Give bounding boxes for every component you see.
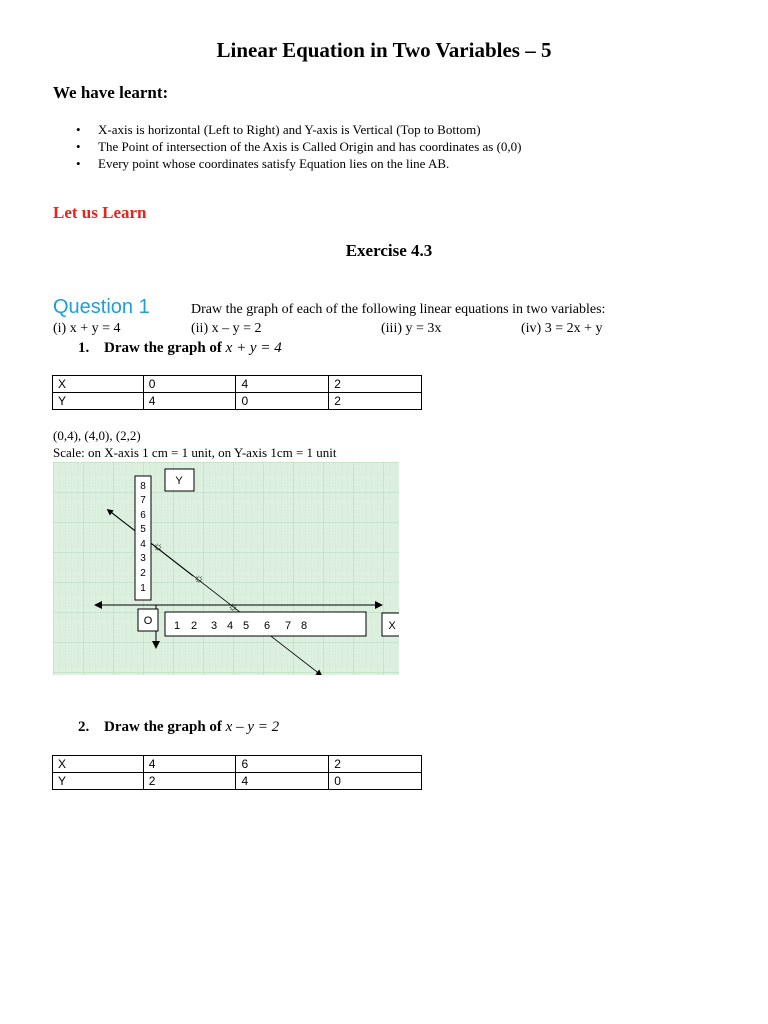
page-title: Linear Equation in Two Variables – 5 bbox=[216, 38, 552, 62]
y-tick-label: 6 bbox=[140, 510, 146, 521]
part2-text: Draw the graph of bbox=[104, 719, 222, 735]
table-cell: Y bbox=[53, 773, 144, 790]
table-cell: 0 bbox=[143, 376, 236, 393]
y-tick-label: 5 bbox=[140, 524, 146, 535]
table-cell: 2 bbox=[329, 393, 422, 410]
point-marker: ☼ bbox=[152, 539, 164, 553]
table-cell: Y bbox=[53, 393, 144, 410]
y-tick-label: 4 bbox=[140, 539, 146, 550]
part2-number: 2. bbox=[78, 719, 90, 735]
table-cell: 2 bbox=[329, 756, 422, 773]
y-tick-label: 7 bbox=[140, 495, 146, 506]
scale-text: Scale: on X-axis 1 cm = 1 unit, on Y-axis 1cm = 1 unit bbox=[53, 445, 337, 460]
y-tick-label: 3 bbox=[140, 553, 146, 564]
part2-equation: x – y = 2 bbox=[225, 719, 280, 735]
x-tick-label: 4 bbox=[226, 620, 234, 632]
x-tick-label: 2 bbox=[190, 620, 198, 632]
part1-heading bbox=[78, 340, 282, 357]
points-text: (0,4), (4,0), (2,2) bbox=[53, 428, 141, 443]
x-tick-label: 8 bbox=[300, 620, 308, 632]
table-cell: X bbox=[53, 756, 144, 773]
table-cell: 0 bbox=[329, 773, 422, 790]
table-cell: 4 bbox=[143, 756, 236, 773]
learnt-bullet-list bbox=[76, 121, 522, 172]
x-tick-label: 5 bbox=[242, 620, 250, 632]
table-cell: 4 bbox=[236, 376, 329, 393]
table-cell: 4 bbox=[236, 773, 329, 790]
point-marker: ☼ bbox=[193, 571, 205, 585]
x-tick-label: 6 bbox=[263, 620, 271, 632]
y-axis-label: Y bbox=[175, 475, 183, 487]
let-us-learn-heading: Let us Learn bbox=[53, 203, 147, 222]
learnt-heading: We have learnt: bbox=[53, 83, 169, 102]
part2-heading bbox=[78, 719, 279, 736]
graph-grid bbox=[53, 462, 399, 675]
origin-label: O bbox=[143, 615, 153, 627]
y-tick-label: 1 bbox=[140, 583, 146, 594]
x-tick-label: 3 bbox=[210, 620, 218, 632]
x-axis-label: X bbox=[388, 620, 396, 632]
bullet-item: • The Point of intersection of the Axis is Called Origin and has coordinates as (0,0) bbox=[76, 138, 522, 155]
equation-ii: (ii) x – y = 2 bbox=[191, 321, 262, 336]
table-row bbox=[53, 393, 422, 410]
equation-i: (i) x + y = 4 bbox=[53, 321, 121, 336]
table-cell: 6 bbox=[236, 756, 329, 773]
part1-text: Draw the graph of bbox=[104, 340, 222, 356]
table-part1 bbox=[52, 375, 422, 410]
point-marker: ☼ bbox=[227, 599, 239, 613]
equation-iii: (iii) y = 3x bbox=[381, 321, 442, 336]
table-cell: 4 bbox=[143, 393, 236, 410]
y-tick-label: 8 bbox=[140, 481, 146, 492]
table-row bbox=[53, 756, 422, 773]
equation-iv: (iv) 3 = 2x + y bbox=[521, 321, 603, 336]
table-cell: 0 bbox=[236, 393, 329, 410]
part1-equation: x + y = 4 bbox=[225, 340, 282, 356]
question-label: Question 1 bbox=[53, 296, 150, 318]
table-cell: 2 bbox=[329, 376, 422, 393]
bullet-item: • X-axis is horizontal (Left to Right) and Y-axis is Vertical (Top to Bottom) bbox=[76, 121, 522, 138]
bullet-item: • Every point whose coordinates satisfy Equation lies on the line AB. bbox=[76, 155, 522, 172]
y-tick-label: 2 bbox=[140, 568, 146, 579]
x-tick-label: 1 bbox=[173, 620, 181, 632]
table-cell: X bbox=[53, 376, 144, 393]
table-row bbox=[53, 773, 422, 790]
table-part2 bbox=[52, 755, 422, 790]
question-text: Draw the graph of each of the following linear equations in two variables: bbox=[191, 302, 606, 317]
x-tick-label: 7 bbox=[284, 620, 292, 632]
table-row bbox=[53, 376, 422, 393]
part1-number: 1. bbox=[78, 340, 90, 356]
table-cell: 2 bbox=[143, 773, 236, 790]
exercise-heading: Exercise 4.3 bbox=[345, 241, 433, 260]
graph-figure bbox=[53, 462, 399, 675]
